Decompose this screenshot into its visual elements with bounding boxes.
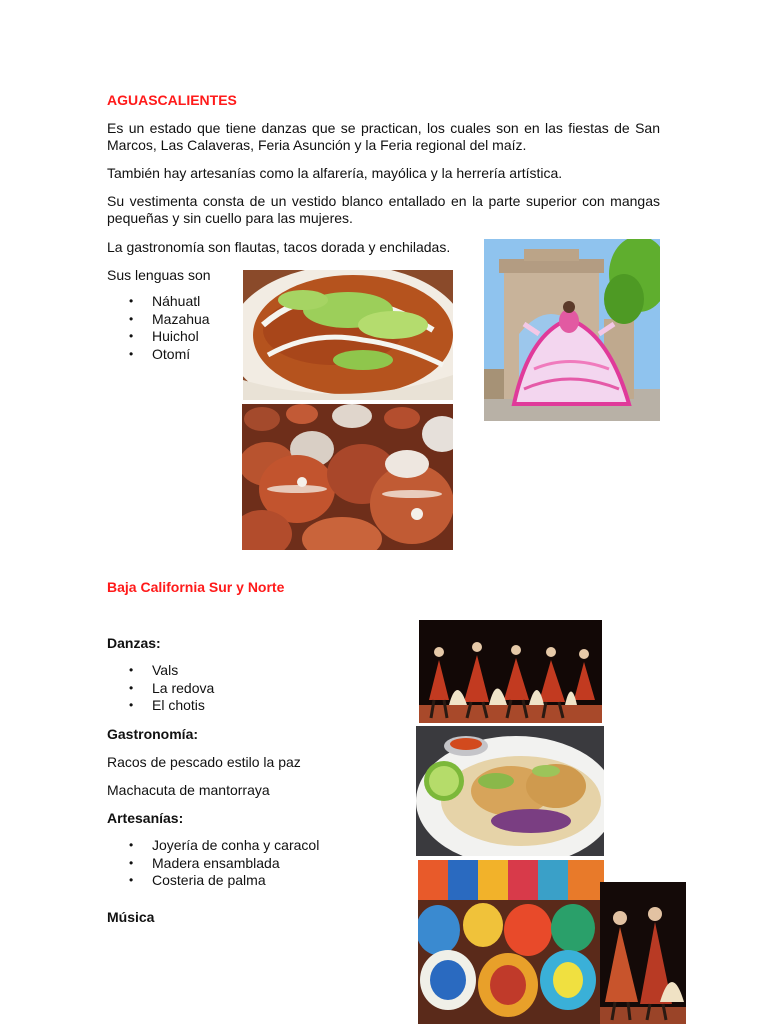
languages-list (107, 293, 210, 364)
bullet-icon: • (129, 294, 134, 308)
bullet-icon: • (129, 873, 134, 888)
danzas-list (107, 662, 214, 715)
bullet-icon: • (129, 698, 134, 713)
fish-tacos-photo (416, 726, 604, 856)
musica-label: Música (107, 909, 155, 925)
list-item: • Náhuatl (129, 293, 201, 309)
bullet-icon: • (129, 663, 134, 677)
paragraph-vestimenta: Su vestimenta consta de un vestido blanco entallado en la parte superior con mangas pequeñas y sin cuello para las mujeres. (107, 193, 660, 226)
bullet-icon: • (129, 311, 134, 326)
pottery-photo (242, 404, 453, 550)
list-item: • Otomí (129, 346, 191, 363)
list-item: • Vals (129, 662, 179, 678)
bullet-icon: • (129, 329, 134, 344)
list-item: • El chotis (129, 697, 205, 714)
paragraph-danzas: Es un estado que tiene danzas que se practican, los cuales son en las fiestas de San Marcos, Las Calaveras, Feria Asunción y la Feria regional del maíz. (107, 120, 660, 153)
list-item: • Joyería de conha y caracol (129, 837, 320, 853)
talavera-pottery-photo (418, 860, 604, 1024)
list-item: • Costeria de palma (129, 872, 266, 889)
paragraph-artesanias: También hay artesanías como la alfarería, mayólica y la herrería artística. (107, 165, 563, 181)
dancers-group-photo (419, 620, 602, 723)
list-item: • Mazahua (129, 310, 210, 327)
artesanias-label: Artesanías: (107, 810, 184, 826)
gastronomia-item-1: Racos de pescado estilo la paz (107, 754, 301, 770)
bullet-icon: • (129, 838, 134, 852)
danzas-label: Danzas: (107, 635, 161, 651)
list-item: • Huichol (129, 328, 199, 345)
section-title-aguascalientes: AGUASCALIENTES (107, 92, 237, 108)
enchiladas-photo (243, 270, 453, 400)
list-item: • Madera ensamblada (129, 854, 280, 871)
section-title-baja-california: Baja California Sur y Norte (107, 579, 285, 595)
dancers-photo-overlay (600, 882, 686, 1024)
dancer-photo (484, 239, 660, 421)
gastronomia-label: Gastronomía: (107, 726, 199, 742)
bullet-icon: • (129, 680, 134, 695)
languages-label: Sus lenguas son (107, 267, 211, 283)
bullet-icon: • (129, 855, 134, 870)
bullet-icon: • (129, 347, 134, 362)
gastronomia-item-2: Machacuta de mantorraya (107, 782, 270, 798)
list-item: • La redova (129, 679, 215, 696)
artesanias-list (107, 837, 319, 890)
paragraph-gastronomia: La gastronomía son flautas, tacos dorada y enchiladas. (107, 239, 451, 255)
